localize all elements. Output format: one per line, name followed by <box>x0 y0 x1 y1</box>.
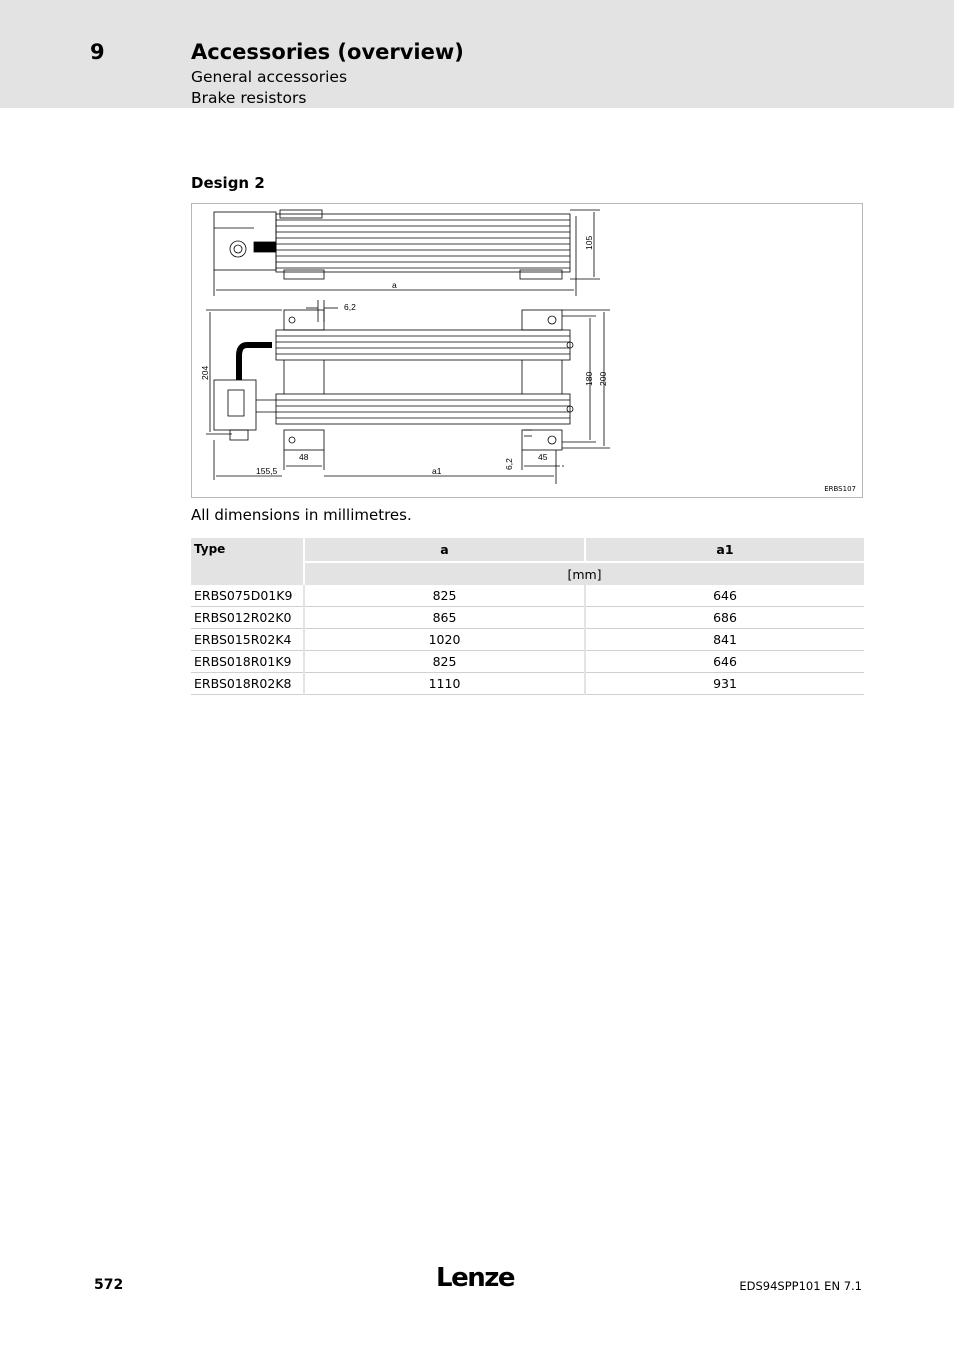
cell-a1: 646 <box>585 651 864 673</box>
label-105: 105 <box>584 235 594 250</box>
cell-a: 1110 <box>304 673 585 695</box>
lenze-logo: Lenze <box>436 1263 514 1293</box>
header-unit: [mm] <box>304 562 864 585</box>
cell-a: 1020 <box>304 629 585 651</box>
resistor-body-top <box>276 214 570 272</box>
cell-a: 825 <box>304 585 585 607</box>
header-type: Type <box>191 538 304 585</box>
subtitle-brake-resistors: Brake resistors <box>191 89 307 107</box>
label-48: 48 <box>299 452 309 462</box>
cell-a: 825 <box>304 651 585 673</box>
label-180: 180 <box>584 371 594 386</box>
document-id: EDS94SPP101 EN 7.1 <box>739 1279 862 1293</box>
cell-a1: 931 <box>585 673 864 695</box>
cell-type: ERBS018R01K9 <box>191 651 304 673</box>
cable-gland-top <box>230 241 246 257</box>
label-155-5: 155,5 <box>256 466 278 476</box>
dimensions-table <box>191 538 864 695</box>
dimension-drawing-svg <box>192 204 864 499</box>
label-6-2-bottom: 6,2 <box>504 458 514 470</box>
chapter-title: Accessories (overview) <box>191 40 464 64</box>
label-200: 200 <box>598 371 608 386</box>
dimension-drawing <box>191 203 863 498</box>
terminal-box-bottom <box>214 380 256 430</box>
page-header <box>0 0 954 108</box>
page-number: 572 <box>94 1277 124 1293</box>
cell-type: ERBS018R02K8 <box>191 673 304 695</box>
resistor-body-lower <box>276 394 570 424</box>
cell-type: ERBS075D01K9 <box>191 585 304 607</box>
table-row <box>191 651 864 673</box>
cell-a1: 646 <box>585 585 864 607</box>
subtitle-general-accessories: General accessories <box>191 68 348 86</box>
chapter-number: 9 <box>90 40 105 64</box>
cell-a1: 686 <box>585 607 864 629</box>
cell-type: ERBS012R02K0 <box>191 607 304 629</box>
dimension-note: All dimensions in millimetres. <box>191 506 412 524</box>
label-6-2-top: 6,2 <box>344 302 356 312</box>
cell-a: 865 <box>304 607 585 629</box>
label-204: 204 <box>200 365 210 380</box>
table-row <box>191 585 864 607</box>
cell-a1: 841 <box>585 629 864 651</box>
table-row <box>191 607 864 629</box>
label-a1: a1 <box>432 466 442 476</box>
section-title: Design 2 <box>191 174 265 192</box>
bracket-bottom-left <box>284 430 324 450</box>
header-a: a <box>304 538 585 562</box>
figure-id: ERBS107 <box>824 485 856 493</box>
terminal-box-top <box>214 212 276 270</box>
header-a1: a1 <box>585 538 864 562</box>
label-45: 45 <box>538 452 548 462</box>
foot-left-top <box>284 270 324 279</box>
table-row <box>191 629 864 651</box>
resistor-body-upper <box>276 330 570 360</box>
foot-right-top <box>520 270 562 279</box>
table-row <box>191 673 864 695</box>
cell-type: ERBS015R02K4 <box>191 629 304 651</box>
label-a: a <box>392 280 397 290</box>
